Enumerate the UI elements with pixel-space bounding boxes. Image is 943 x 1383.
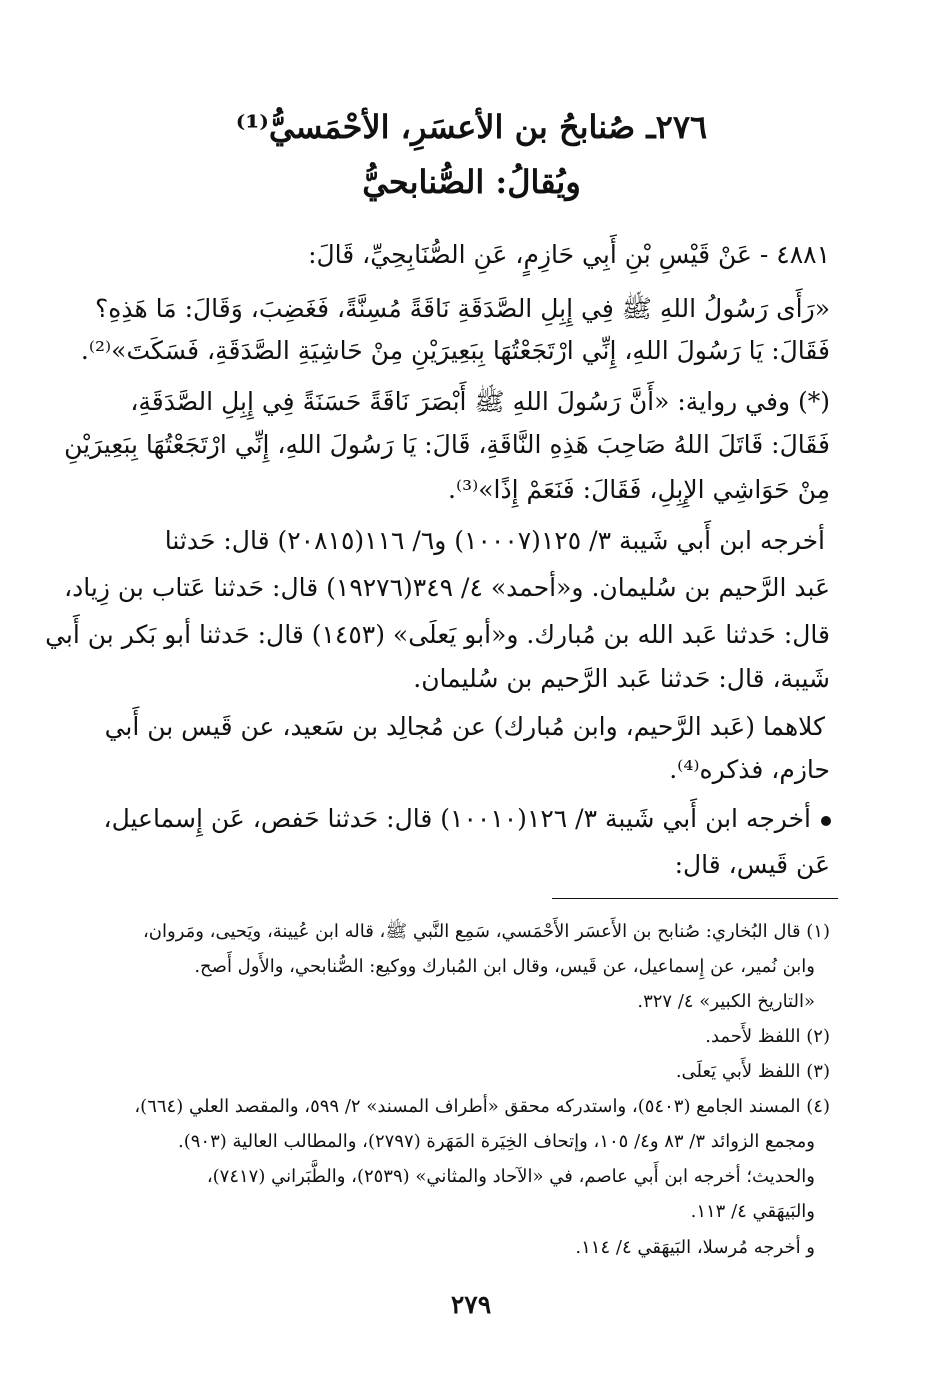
hadith-line: ٤٨٨١ - عَنْ قَيْسِ بْنِ أَبِي حَازِمٍ، عَنِ الصُّنَابِحِيِّ، قَالَ: [308, 240, 830, 269]
hadith-line: فَقَالَ: يَا رَسُولَ اللهِ، إِنِّي ارْتَجَعْتُهَا بِبَعِيرَيْنِ مِنْ حَاشِيَةِ الصَّدَقَةِ، فَسَكَتَ»⁽²⁾. [80, 336, 830, 365]
takhrij-line: عَن قَيس، قال: [674, 850, 830, 879]
bullet-icon [821, 816, 831, 826]
footnote-separator [552, 898, 838, 899]
takhrij-line: أخرجه ابن أَبي شَيبة ٣/ ١٢٥(١٠٠٠٧) و٦/ ١١٦(٢٠٨١٥) قال: حَدثنا [164, 526, 825, 555]
footnote-line: والبَيهَقي ٤/ ١١٣. [690, 1201, 815, 1222]
footnote-line: وابن نُمير، عن إِسماعيل، عن قَيس، وقال ابن المُبارك ووكيع: الصُّنابحي، والأَول أَصح. [194, 956, 815, 977]
chapter-title: ٢٧٦ـ صُنابحُ بن الأعسَرِ، الأحْمَسيُّ⁽¹⁾ [235, 108, 708, 146]
footnote-line: و أخرجه مُرسلا، البَيهَقي ٤/ ١١٤. [575, 1237, 815, 1258]
hadith-line: مِنْ حَوَاشِي الإِبِلِ، فَقَالَ: فَنَعَمْ إِذًا»⁽³⁾. [448, 475, 830, 504]
footnote-line: (٤) المسند الجامع (٥٤٠٣)، واستدركه محقق «أطراف المسند» ٢/ ٥٩٩، والمقصد العلي (٦٦٤)، [134, 1096, 830, 1117]
chapter-subtitle: ويُقالُ: الصُّنابحيُّ [362, 163, 581, 201]
takhrij-line: عَبد الرَّحيم بن سُليمان. و«أحمد» ٤/ ٣٤٩(١٩٢٧٦) قال: حَدثنا عَتاب بن زِياد، [64, 573, 830, 602]
takhrij-bullet-line [103, 804, 831, 833]
footnote-line: «التاريخ الكبير» ٤/ ٣٢٧. [637, 991, 815, 1012]
takhrij-text: أخرجه ابن أَبي شَيبة ٣/ ١٢٦(١٠٠١٠) قال: حَدثنا حَفص، عَن إِسماعيل، [103, 804, 811, 833]
hadith-line: (*) وفي رواية: «أَنَّ رَسُولَ اللهِ ﷺ أَبْصَرَ نَاقَةً حَسَنَةً فِي إِبِلِ الصَّدَقَةِ، [130, 387, 830, 416]
footnote-line: (٣) اللفظ لأَبي يَعلَى. [675, 1061, 830, 1082]
takhrij-line: كلاهما (عَبد الرَّحيم، وابن مُبارك) عن مُجالِد بن سَعيد، عن قَيس بن أَبي [104, 712, 825, 741]
page-number: ٢٧٩ [450, 1290, 492, 1319]
footnote-line: (١) قال البُخاري: صُنابح بن الأَعسَر الأَحْمَسي، سَمِع النَّبي ﷺ، قاله ابن عُيينة، ويَحيى، ومَروان، [142, 921, 830, 942]
hadith-line: «رَأَى رَسُولُ اللهِ ﷺ فِي إِبِلِ الصَّدَقَةِ نَاقَةً مُسِنَّةً، فَغَضِبَ، وَقَالَ: مَا هَذِهِ؟ [95, 294, 830, 323]
hadith-line: فَقَالَ: قَاتَلَ اللهُ صَاحِبَ هَذِهِ النَّاقَةِ، قَالَ: يَا رَسُولَ اللهِ، إِنِّي ارْتَجَعْتُهَا بِبَعِيرَيْنِ [64, 430, 830, 459]
footnote-line: والحديث؛ أخرجه ابن أَبي عاصم، في «الآحاد والمثاني» (٢٥٣٩)، والطَّبَراني (٧٤١٧)، [206, 1166, 815, 1187]
takhrij-line: حازم، فذكره⁽⁴⁾. [669, 755, 830, 784]
footnote-line: ومجمع الزوائد ٣/ ٨٣ و٤/ ١٠٥، وإتحاف الخِيَرة المَهَرة (٢٧٩٧)، والمطالب العالية (٩٠٣). [178, 1131, 815, 1152]
takhrij-line: قال: حَدثنا عَبد الله بن مُبارك. و«أبو يَعلَى» (١٤٥٣) قال: حَدثنا أبو بَكر بن أَبي [45, 620, 830, 649]
takhrij-line: شَيبة، قال: حَدثنا عَبد الرَّحيم بن سُليمان. [413, 664, 830, 693]
footnote-line: (٢) اللفظ لأَحمد. [705, 1026, 830, 1047]
